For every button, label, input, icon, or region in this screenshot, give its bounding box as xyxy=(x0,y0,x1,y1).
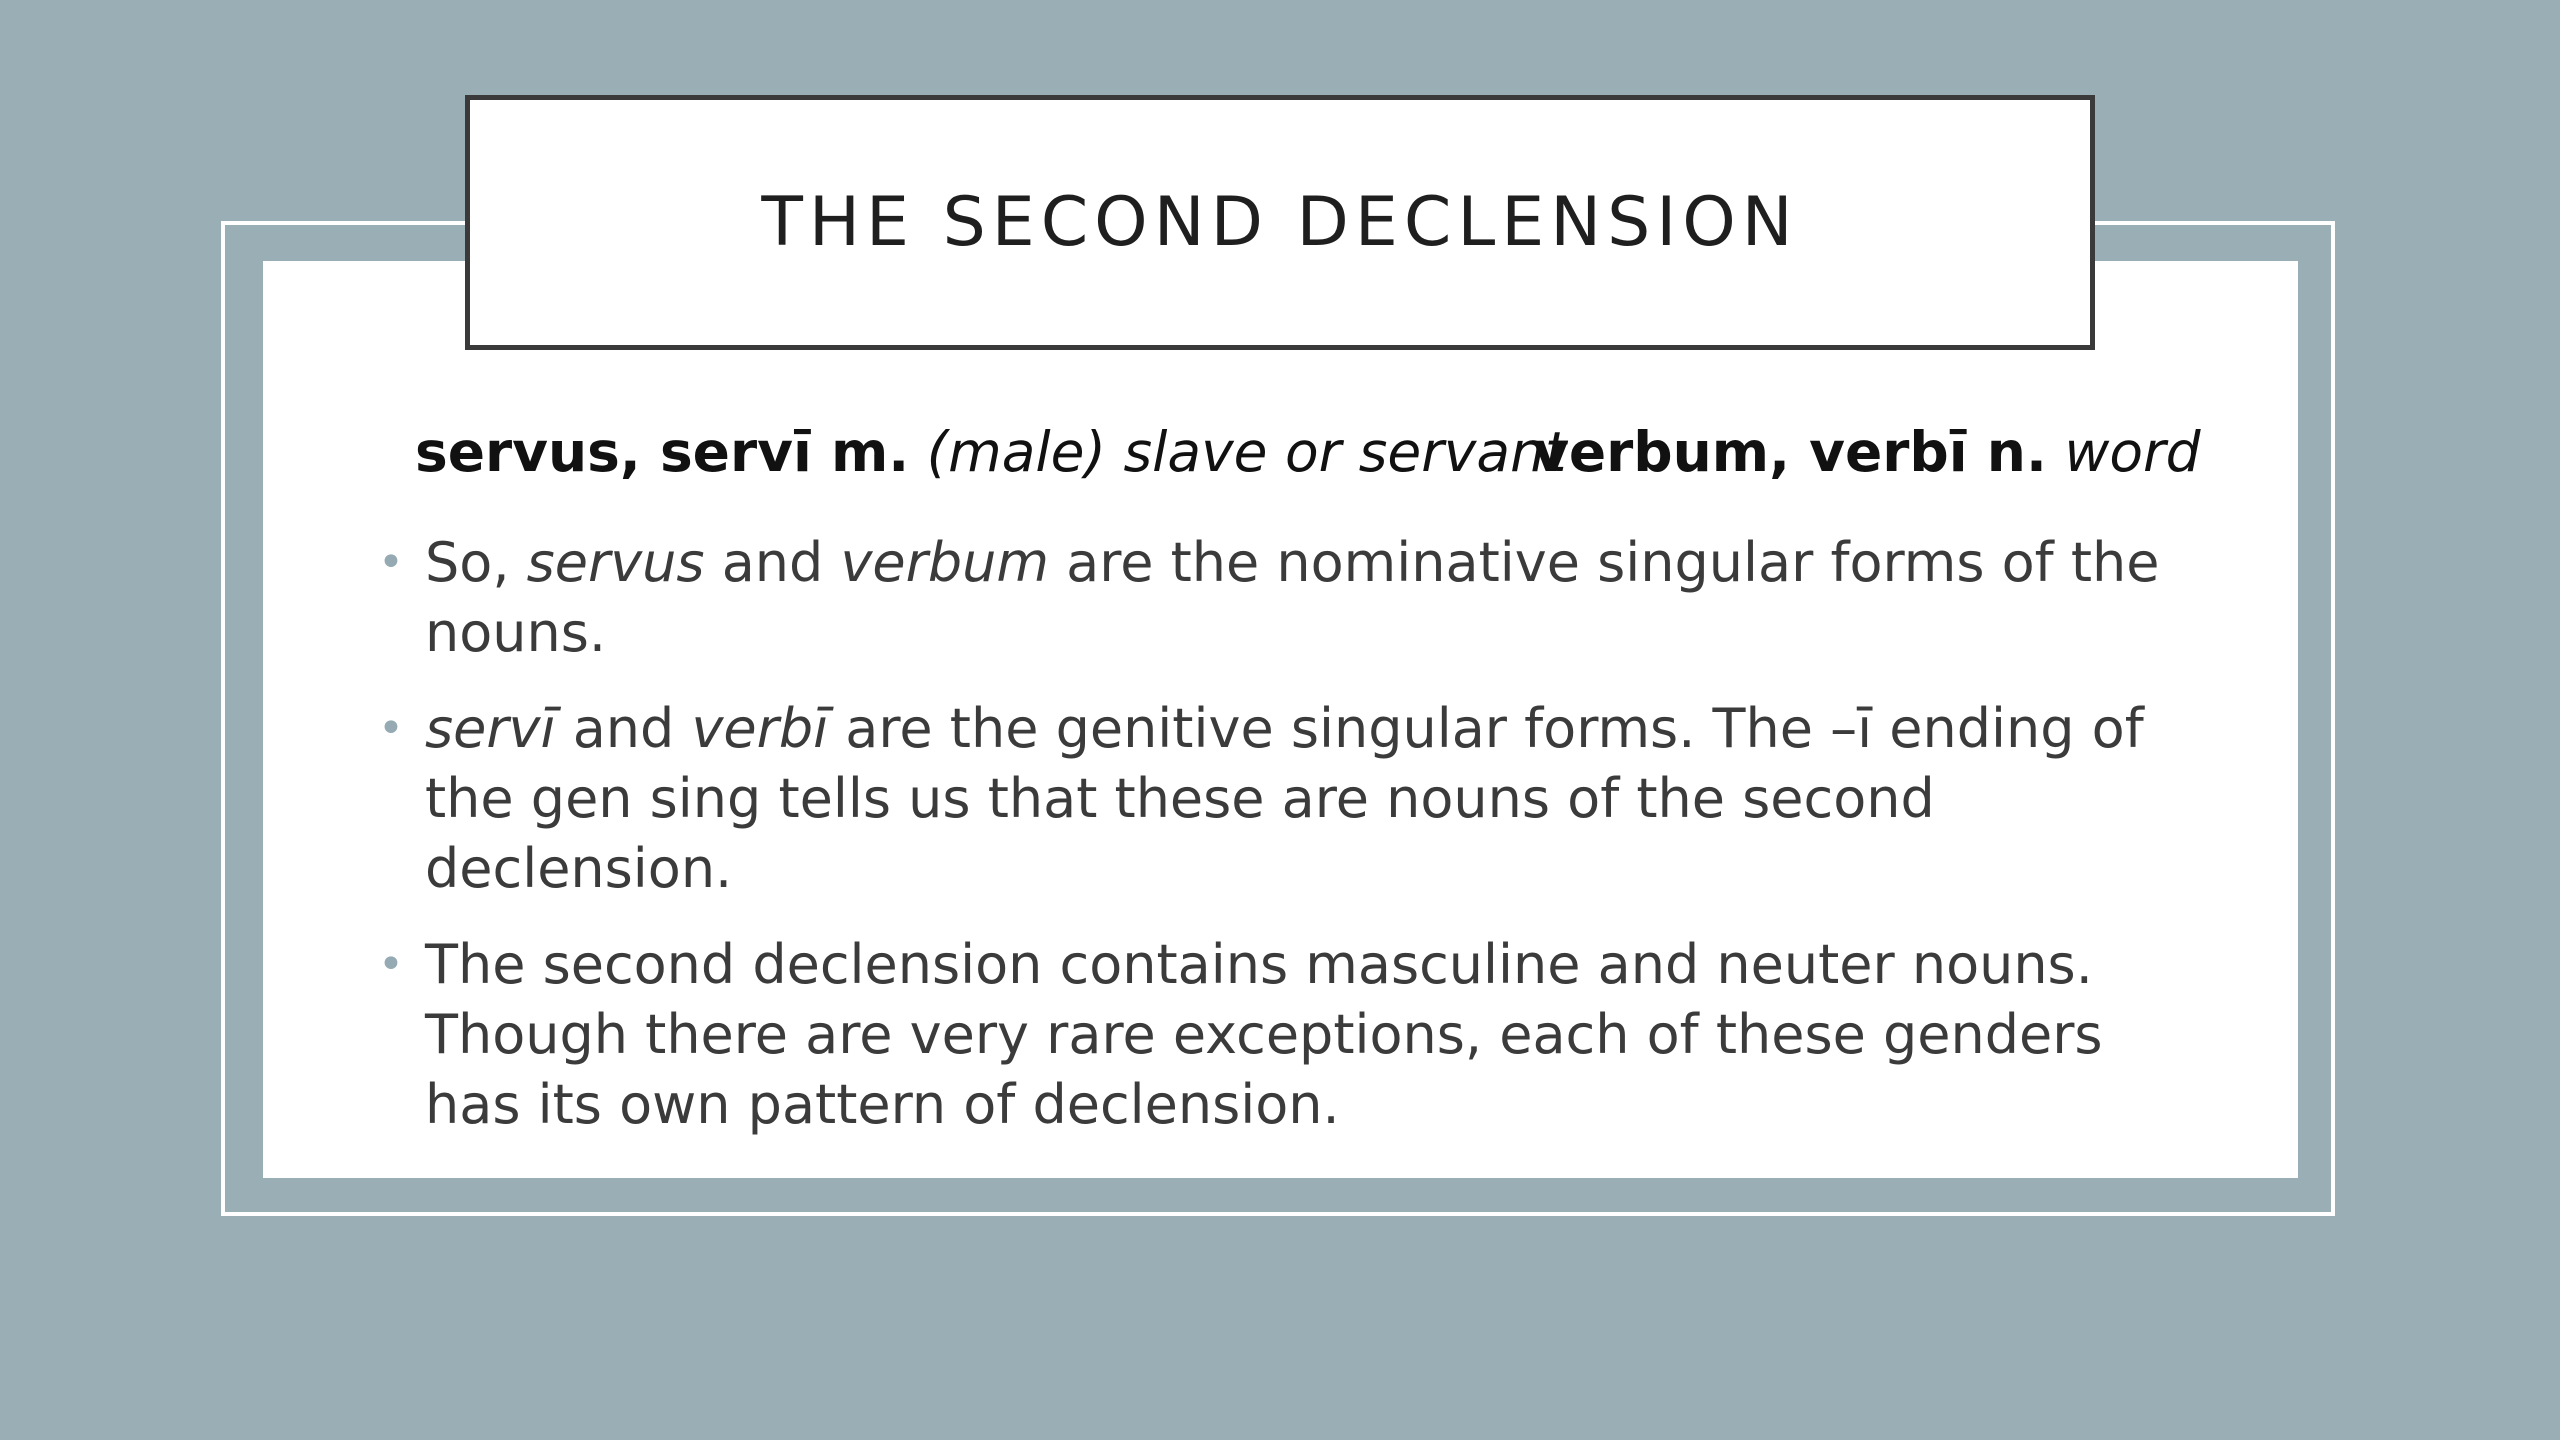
text-run: So, xyxy=(425,531,527,594)
slide-title: THE SECOND DECLENSION xyxy=(761,183,1799,262)
bullet-icon: • xyxy=(378,703,404,754)
vocab-entry-servus xyxy=(415,420,1567,484)
bullet-list xyxy=(375,528,2175,1166)
text-run: are the nominative singular forms of the nouns. xyxy=(425,531,2160,664)
bullet-text: The second declension contains masculine and neuter nouns. Though there are very rare exceptions, each of these genders has its own pattern of declension. xyxy=(425,933,2103,1136)
vocab-gloss: word xyxy=(2064,420,2201,484)
bullet-icon: • xyxy=(378,939,404,990)
text-run: and xyxy=(704,531,841,594)
text-run-italic: verbī xyxy=(691,697,829,760)
vocab-lemma: verbum, verbī n. xyxy=(1533,420,2047,484)
bullet-text xyxy=(425,697,2144,900)
vocab-entry-verbum xyxy=(1533,420,2201,484)
text-run-italic: servus xyxy=(526,531,705,594)
bullet-item xyxy=(375,694,2175,904)
bullet-item xyxy=(375,930,2175,1140)
vocab-gloss: (male) slave or servant xyxy=(926,420,1567,484)
bullet-text xyxy=(425,531,2159,664)
vocab-lemma: servus, servī m. xyxy=(415,420,910,484)
text-run: and xyxy=(555,697,692,760)
text-run: are the genitive singular forms. The –ī ending of the gen sing tells us that these are nouns of the second declension. xyxy=(425,697,2144,900)
bullet-icon: • xyxy=(378,537,404,588)
title-box xyxy=(465,95,2095,350)
bullet-item xyxy=(375,528,2175,668)
text-run-italic: verbum xyxy=(840,531,1049,594)
text-run-italic: servī xyxy=(425,697,556,760)
